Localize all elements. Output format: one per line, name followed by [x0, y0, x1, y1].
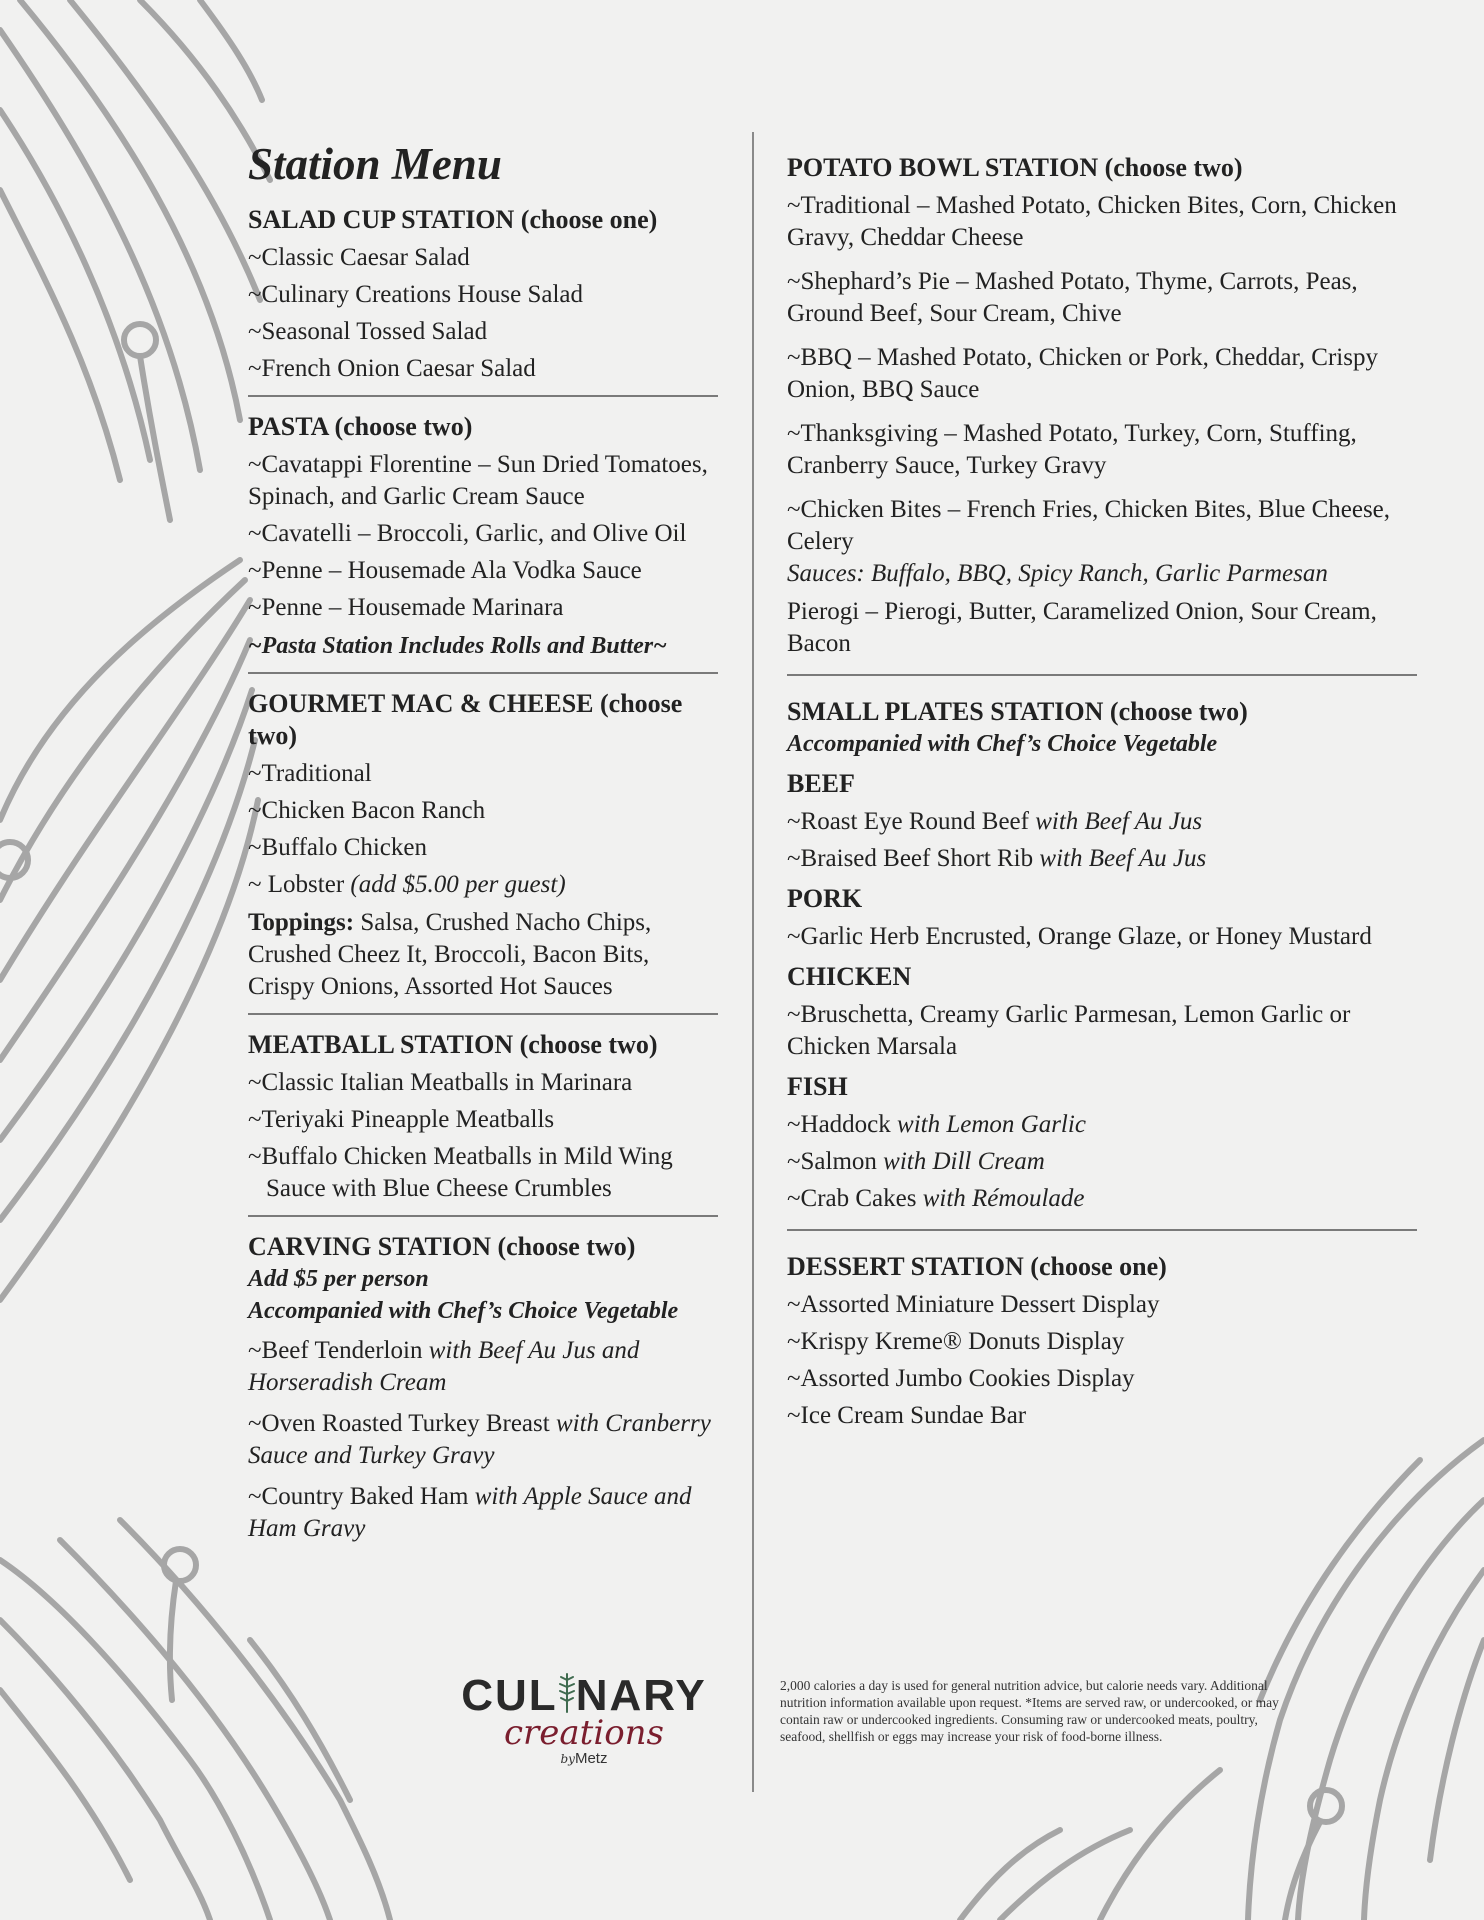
small-plates-section	[787, 696, 1427, 1215]
culinary-creations-logo	[448, 1672, 720, 1768]
beef-subheading: BEEF	[787, 769, 855, 798]
fish-item-name: ~Haddock	[787, 1111, 891, 1138]
potato-item: ~Traditional – Mashed Potato, Chicken Bites, Corn, Chicken Gravy, Cheddar Cheese	[787, 192, 1397, 251]
pasta-note: ~Pasta Station Includes Rolls and Butter~	[248, 632, 667, 659]
pasta-item: ~Cavatappi Florentine – Sun Dried Tomatoes, Spinach, and Garlic Cream Sauce	[248, 450, 708, 510]
dessert-item: ~Assorted Jumbo Cookies Display	[787, 1365, 1135, 1392]
lobster-price-note: (add $5.00 per guest)	[350, 870, 566, 898]
meatball-item: ~Teriyaki Pineapple Meatballs	[248, 1105, 555, 1133]
pork-item: ~Garlic Herb Encrusted, Orange Glaze, or Honey Mustard	[787, 923, 1372, 950]
logo-by-prefix: by	[560, 1752, 575, 1766]
right-column	[787, 152, 1427, 1437]
carving-section	[248, 1231, 718, 1545]
mac-section	[248, 688, 718, 1003]
page-title: Station Menu	[248, 139, 502, 189]
fish-item-desc: with Dill Cream	[883, 1148, 1045, 1175]
mac-toppings	[248, 907, 718, 1003]
meatball-item: ~Classic Italian Meatballs in Marinara	[248, 1068, 633, 1096]
carving-price-note: Add $5 per person	[248, 1265, 429, 1292]
logo-wordmark-left: CUL	[461, 1671, 558, 1720]
salad-item: ~Seasonal Tossed Salad	[248, 317, 488, 345]
section-divider	[248, 395, 718, 397]
toppings-label: Toppings:	[248, 908, 355, 936]
dessert-section	[787, 1251, 1427, 1432]
left-column	[248, 140, 718, 1550]
carving-item-name: ~Country Baked Ham	[248, 1482, 469, 1510]
carving-heading: CARVING STATION (choose two)	[248, 1231, 636, 1261]
pasta-item: ~Cavatelli – Broccoli, Garlic, and Olive Oil	[248, 519, 687, 547]
pork-subheading: PORK	[787, 884, 863, 913]
salad-item: ~French Onion Caesar Salad	[248, 354, 536, 382]
section-divider	[248, 1215, 718, 1217]
carving-item-name: ~Beef Tenderloin	[248, 1336, 423, 1364]
salad-section	[248, 204, 718, 385]
lobster-label: ~ Lobster	[248, 870, 345, 898]
fish-item-desc: with Rémoulade	[922, 1185, 1085, 1212]
carving-item-desc: with Apple Sauce and Ham Gravy	[248, 1482, 692, 1542]
dessert-item: ~Krispy Kreme® Donuts Display	[787, 1328, 1125, 1355]
logo-by-name: Metz	[574, 1750, 608, 1767]
pasta-section	[248, 411, 718, 662]
fish-item-desc: with Lemon Garlic	[897, 1111, 1086, 1138]
section-divider	[787, 1229, 1417, 1231]
pasta-item: ~Penne – Housemade Ala Vodka Sauce	[248, 556, 642, 584]
salad-item: ~Classic Caesar Salad	[248, 243, 470, 271]
dessert-item: ~Ice Cream Sundae Bar	[787, 1402, 1027, 1429]
chicken-subheading: CHICKEN	[787, 962, 912, 991]
rosemary-sprig-icon	[558, 1672, 576, 1714]
toppings-list: Salsa, Crushed Nacho Chips, Crushed Cheez It, Broccoli, Bacon Bits, Crispy Onions, Assorted Hot Sauces	[248, 908, 652, 1000]
fish-item	[787, 1109, 1427, 1141]
section-divider	[787, 674, 1417, 676]
salad-item: ~Culinary Creations House Salad	[248, 280, 583, 308]
fish-item-name: ~Crab Cakes	[787, 1185, 917, 1212]
potato-item: ~Shephard’s Pie – Mashed Potato, Thyme, Carrots, Peas, Ground Beef, Sour Cream, Chive	[787, 268, 1358, 327]
mac-item: ~Chicken Bacon Ranch	[248, 796, 486, 824]
meatball-item-continued: Sauce with Blue Cheese Crumbles	[266, 1174, 612, 1202]
potato-item-pierogi: Pierogi – Pierogi, Butter, Caramelized Onion, Sour Cream, Bacon	[787, 598, 1377, 657]
meatball-heading: MEATBALL STATION (choose two)	[248, 1029, 658, 1059]
section-divider	[248, 1013, 718, 1015]
potato-heading: POTATO BOWL STATION (choose two)	[787, 153, 1243, 182]
pasta-heading: PASTA (choose two)	[248, 411, 473, 441]
carving-item-desc: with Cranberry Sauce and Turkey Gravy	[248, 1409, 711, 1469]
mac-heading: GOURMET MAC & CHEESE (choose two)	[248, 688, 683, 750]
meatball-section	[248, 1029, 718, 1205]
pasta-item: ~Penne – Housemade Marinara	[248, 593, 564, 621]
chicken-item: ~Bruschetta, Creamy Garlic Parmesan, Lemon Garlic or Chicken Marsala	[787, 1001, 1351, 1060]
logo-byline	[448, 1750, 720, 1768]
beef-item	[787, 843, 1427, 875]
carving-item-name: ~Oven Roasted Turkey Breast	[248, 1409, 550, 1437]
dessert-heading: DESSERT STATION (choose one)	[787, 1252, 1167, 1281]
potato-section	[787, 152, 1427, 660]
small-plates-heading: SMALL PLATES STATION (choose two)	[787, 697, 1248, 726]
potato-item: ~Thanksgiving – Mashed Potato, Turkey, Corn, Stuffing, Cranberry Sauce, Turkey Gravy	[787, 420, 1357, 479]
meatball-item: ~Buffalo Chicken Meatballs in Mild Wing	[248, 1142, 673, 1170]
potato-sauces: Sauces: Buffalo, BBQ, Spicy Ranch, Garlic Parmesan	[787, 560, 1328, 587]
column-divider	[752, 132, 754, 1792]
beef-item	[787, 806, 1427, 838]
beef-item-name: ~Braised Beef Short Rib	[787, 845, 1034, 872]
mac-item: ~Buffalo Chicken	[248, 833, 428, 861]
beef-item-desc: with Beef Au Jus	[1039, 845, 1207, 872]
logo-subtitle: creations	[503, 1713, 665, 1753]
beef-item-name: ~Roast Eye Round Beef	[787, 808, 1029, 835]
fish-item	[787, 1183, 1427, 1215]
small-plates-note: Accompanied with Chef’s Choice Vegetable	[787, 731, 1218, 757]
potato-item: ~Chicken Bites – French Fries, Chicken Bites, Blue Cheese, Celery	[787, 496, 1391, 555]
nutrition-disclaimer: 2,000 calories a day is used for general nutrition advice, but calorie needs vary. Additional nutrition information available upon request. *Items are served raw, or undercooked, or may contain raw or undercooked ingredients. Consuming raw or undercooked meats, poultry, seafood, shellfish or eggs may increase your risk of food-borne illness.	[780, 1678, 1279, 1744]
fish-item	[787, 1146, 1427, 1178]
carving-item-desc: with Beef Au Jus and Horseradish Cream	[248, 1336, 640, 1396]
logo-wordmark-right: NARY	[575, 1671, 707, 1720]
mac-item-lobster	[248, 869, 718, 901]
carving-item	[248, 1408, 718, 1472]
dessert-item: ~Assorted Miniature Dessert Display	[787, 1291, 1160, 1318]
potato-item: ~BBQ – Mashed Potato, Chicken or Pork, Cheddar, Crispy Onion, BBQ Sauce	[787, 344, 1378, 403]
carving-item	[248, 1335, 718, 1399]
salad-heading: SALAD CUP STATION (choose one)	[248, 204, 658, 234]
carving-item	[248, 1481, 718, 1545]
mac-item: ~Traditional	[248, 759, 372, 787]
section-divider	[248, 672, 718, 674]
carving-vegetable-note: Accompanied with Chef’s Choice Vegetable	[248, 1297, 679, 1324]
beef-item-desc: with Beef Au Jus	[1035, 808, 1203, 835]
fish-item-name: ~Salmon	[787, 1148, 877, 1175]
fish-subheading: FISH	[787, 1072, 848, 1101]
